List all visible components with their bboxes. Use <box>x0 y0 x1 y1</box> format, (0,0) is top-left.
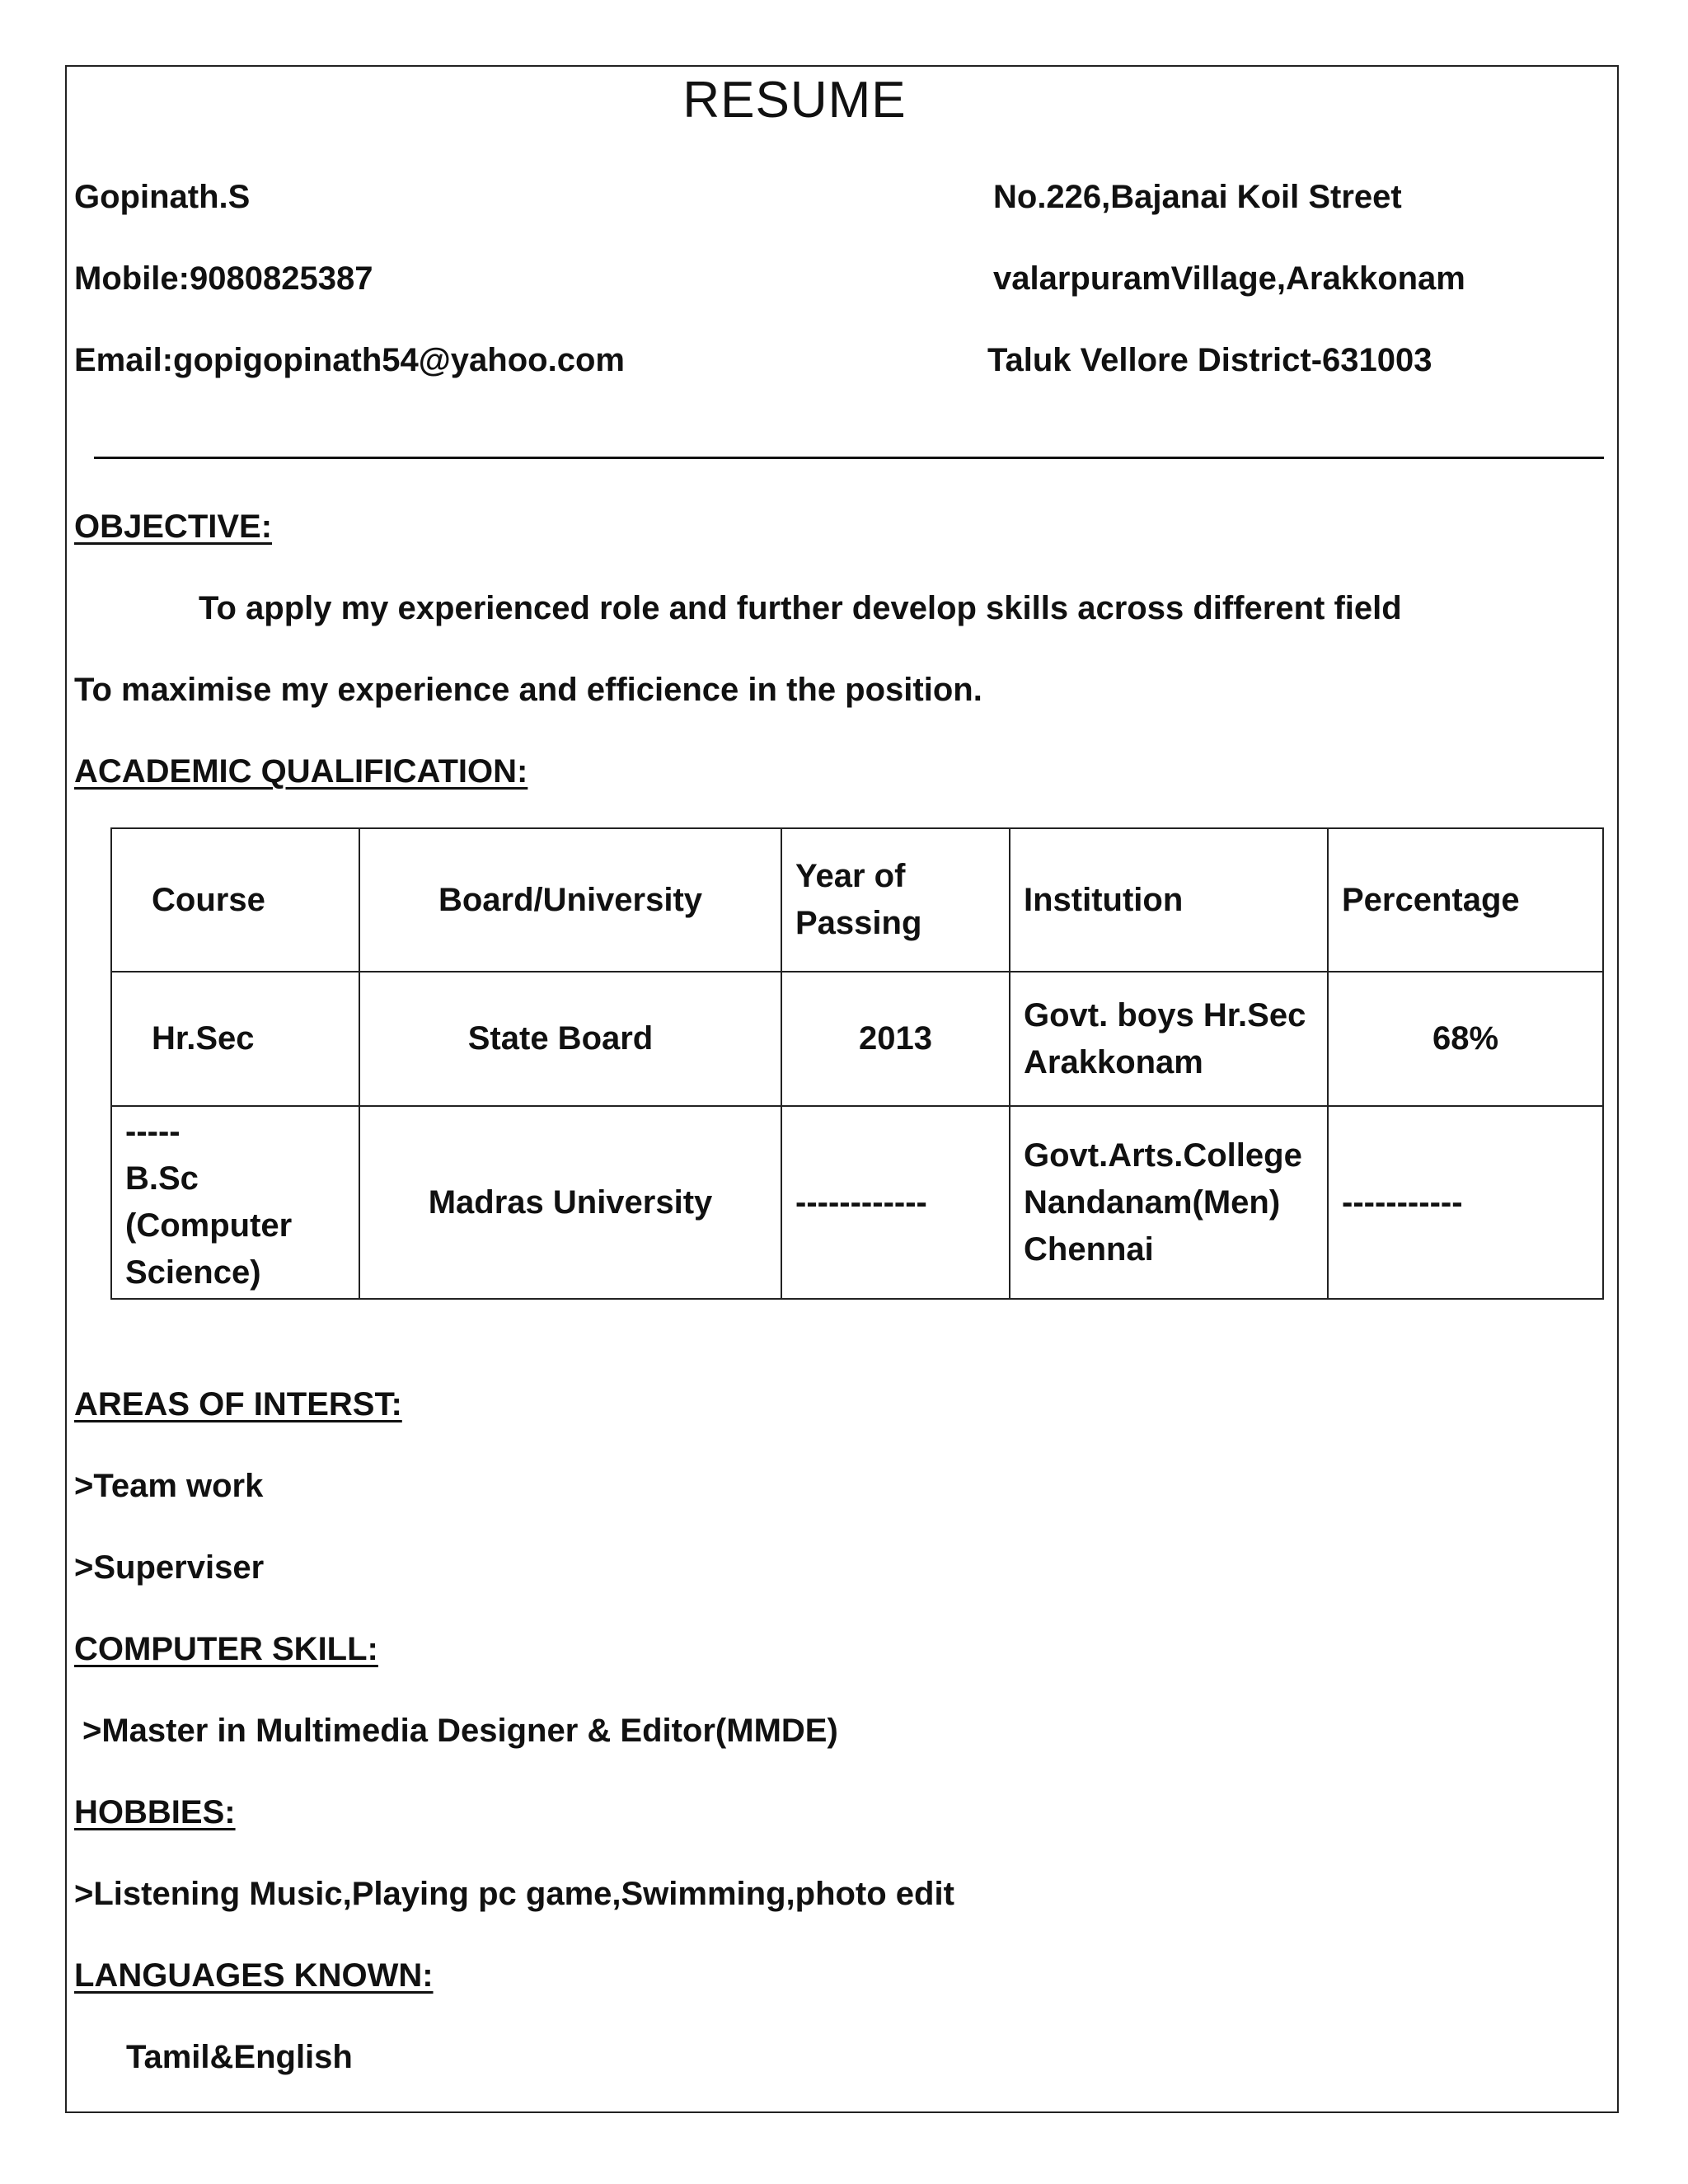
interest-item: >Superviser <box>74 1549 265 1586</box>
academic-table <box>110 827 1604 1300</box>
languages-heading: LANGUAGES KNOWN: <box>74 1957 434 1994</box>
languages-value: Tamil&English <box>126 2039 353 2075</box>
hobbies-item: >Listening Music,Playing pc game,Swimming,photo edit <box>74 1876 954 1912</box>
resume-title: RESUME <box>682 72 907 129</box>
computer-skill-item: >Master in Multimedia Designer & Editor(MMDE) <box>82 1713 838 1749</box>
candidate-name: Gopinath.S <box>74 179 251 215</box>
table-cell-board: State Board <box>359 972 781 1106</box>
objective-line-1: To apply my experienced role and further develop skills across different field <box>199 590 1402 626</box>
table-cell-institution: Govt.Arts.College Nandanam(Men) Chennai <box>1010 1106 1328 1299</box>
address-line-3: Taluk Vellore District-631003 <box>987 342 1432 378</box>
table-header-row <box>111 828 1603 972</box>
table-cell-year: ------------ <box>781 1106 1010 1299</box>
column-header-percentage: Percentage <box>1328 828 1603 972</box>
column-header-year: Year of Passing <box>781 828 1010 972</box>
column-header-institution: Institution <box>1010 828 1328 972</box>
table-cell-year: 2013 <box>781 972 1010 1106</box>
address-line-2: valarpuramVillage,Arakkonam <box>993 260 1465 297</box>
column-header-course: Course <box>111 828 359 972</box>
column-header-board: Board/University <box>359 828 781 972</box>
table-cell-course: Hr.Sec <box>111 972 359 1106</box>
objective-line-2: To maximise my experience and efficience in the position. <box>74 672 982 708</box>
mobile-number: Mobile:9080825387 <box>74 260 373 297</box>
hobbies-heading: HOBBIES: <box>74 1794 236 1830</box>
table-cell-course: ----- B.Sc (Computer Science) <box>111 1106 359 1299</box>
table-cell-percentage: ----------- <box>1328 1106 1603 1299</box>
address-line-1: No.226,Bajanai Koil Street <box>993 179 1402 215</box>
table-cell-percentage: 68% <box>1328 972 1603 1106</box>
table-cell-institution: Govt. boys Hr.Sec Arakkonam <box>1010 972 1328 1106</box>
interests-heading: AREAS OF INTERST: <box>74 1386 402 1422</box>
objective-heading: OBJECTIVE: <box>74 509 273 545</box>
academic-heading: ACADEMIC QUALIFICATION: <box>74 753 528 790</box>
interest-item: >Team work <box>74 1468 264 1504</box>
header-divider <box>94 457 1604 459</box>
table-row <box>111 1106 1603 1299</box>
email-address: Email:gopigopinath54@yahoo.com <box>74 342 625 378</box>
table-row <box>111 972 1603 1106</box>
table-cell-board: Madras University <box>359 1106 781 1299</box>
computer-skill-heading: COMPUTER SKILL: <box>74 1631 378 1667</box>
